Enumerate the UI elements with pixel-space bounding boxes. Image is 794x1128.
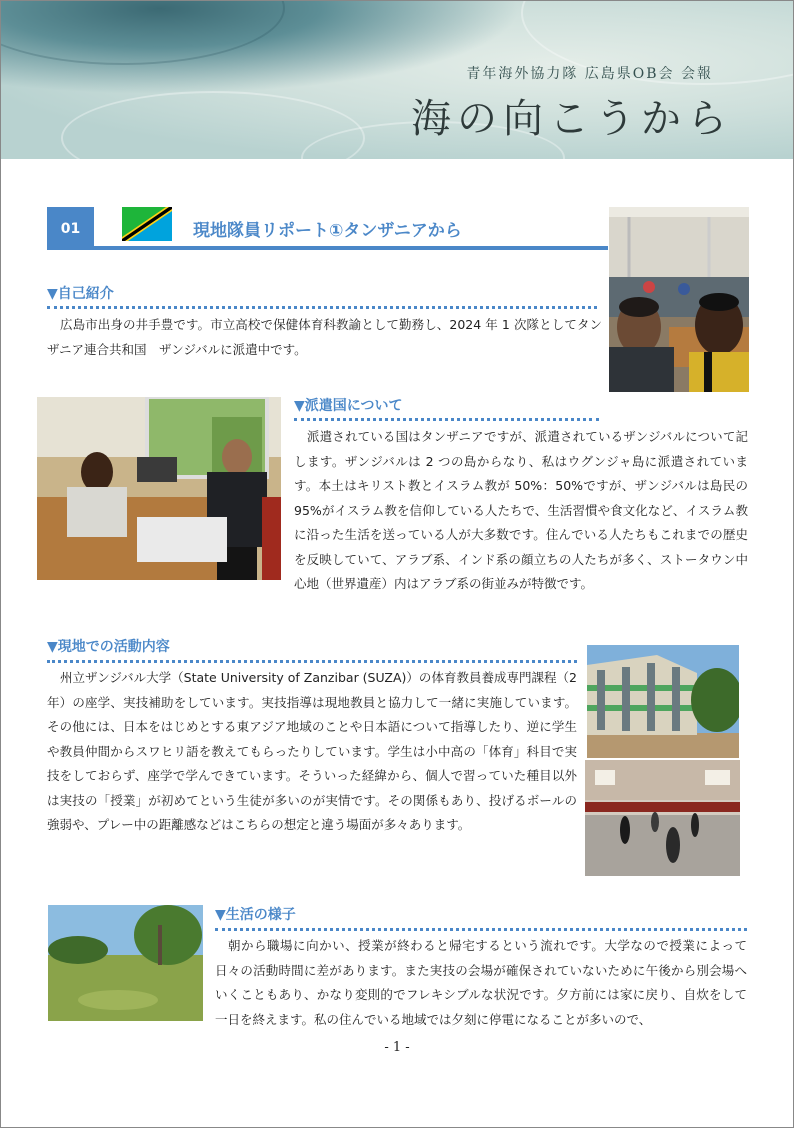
intro-dotted-rule bbox=[47, 306, 597, 309]
section-title: 現地隊員リポート①タンザニアから bbox=[193, 221, 462, 241]
country-dotted-rule bbox=[294, 418, 599, 421]
header-banner bbox=[1, 1, 793, 159]
newsletter-subtitle: 青年海外協力隊 広島県OB会 会報 bbox=[466, 66, 713, 82]
gym-class-photo bbox=[585, 760, 740, 876]
activity-dotted-rule bbox=[47, 660, 577, 663]
page-number: - 1 - bbox=[384, 1040, 410, 1055]
life-dotted-rule bbox=[215, 928, 747, 931]
section-rule bbox=[94, 246, 608, 250]
country-heading: ▼派遣国について bbox=[294, 398, 403, 414]
activity-heading: ▼現地での活動内容 bbox=[47, 639, 170, 655]
newsletter-title: 海の向こうから bbox=[411, 96, 733, 142]
intro-heading: ▼自己紹介 bbox=[47, 286, 114, 302]
life-text: 朝から職場に向かい、授業が終わると帰宅するという流れです。大学なので授業によって日々の活動時間に差があります。また実技の会場が確保されていないために午後から別会場へいくこともあり、かなり変則的でフレキシブルな状況です。夕方前には家に戻り、自炊をして一日を終えます。私の住んでいる地域では夕刻に停電になることが多いので、 bbox=[215, 938, 747, 1027]
country-text: 派遣されている国はタンザニアですが、派遣されているザンジバルについて記します。ザンジバルは 2 つの島からなり、私はウグンジャ島に派遣されています。本土はキリスト教とイスラム教が 50%：50%ですが、ザンジバルは島民の 95%がイスラム教を信仰している人たちで、生活習慣や食文化など、イスラム教に沿った生活を送っている人が大多数です。住んでいる人たちもこれまでの歴史を反映していて、アラブ系、インド系の顔立ちの人たちが多く、ストータウン中心地（世界遺産）内はアラブ系の街並みが特徴です。 bbox=[294, 429, 748, 591]
office-photo bbox=[37, 397, 281, 580]
university-building-photo bbox=[587, 645, 739, 758]
tanzania-flag-icon bbox=[122, 207, 172, 241]
field-photo bbox=[48, 905, 203, 1021]
activity-text: 州立ザンジバル大学（State University of Zanzibar (SUZA)）の体育教員養成専門課程（2 年）の座学、実技補助をしています。実技指導は現地教員と協力して一緒に実施しています。その他には、日本をはじめとする東アジア地域のことや日本語について指導したり、逆に学生や教員仲間からスワヒリ語を教えてもらったりしています。学生は小中高の「体育」科目で実技をしておらず、座学で学んできています。そういった経緯から、個人で習っていた種目以外は実技の「授業」が初めてという生徒が多いのが実情です。その関係もあり、投げるボールの強弱や、プレー中の距離感などはこちらの想定と違う場面が多々あります。 bbox=[47, 670, 577, 832]
life-heading: ▼生活の様子 bbox=[215, 907, 296, 923]
selfie-photo bbox=[609, 207, 749, 392]
section-number: 01 bbox=[47, 207, 94, 250]
intro-text: 広島市出身の井手豊です。市立高校で保健体育科教諭として勤務し、2024 年 1 次隊としてタンザニア連合共和国 ザンジバルに派遣中です。 bbox=[47, 317, 602, 357]
